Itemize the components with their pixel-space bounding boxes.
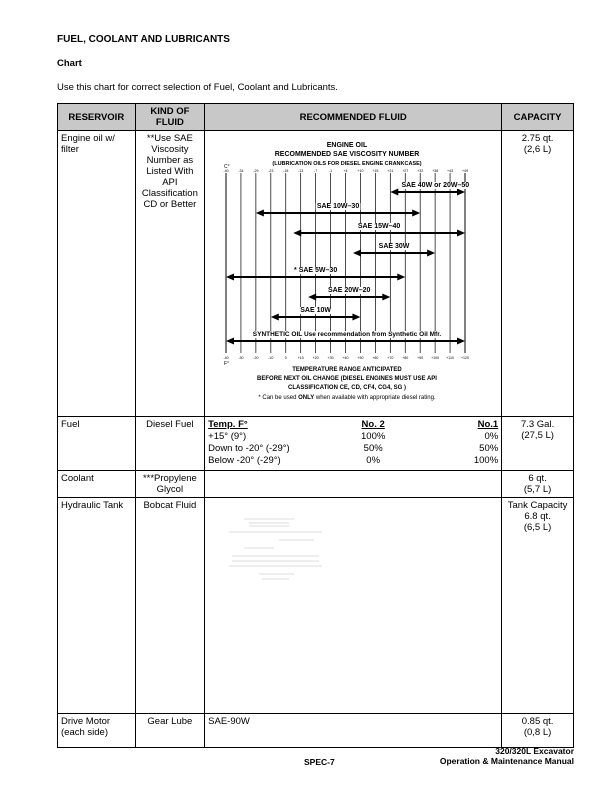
celsius-tick: +15 bbox=[372, 169, 379, 173]
chart-caption: BEFORE NEXT OIL CHANGE (DIESEL ENGINES MUST USE API bbox=[257, 376, 438, 382]
fluid-table bbox=[57, 103, 574, 748]
range-label: SAE 40W or 20W–50 bbox=[401, 182, 470, 189]
table-row bbox=[58, 471, 574, 498]
fahrenheit-tick: +90 bbox=[417, 356, 424, 360]
chart-caption: CLASSIFICATION CE, CD, CF4, CG4, SG ) bbox=[288, 385, 407, 391]
arrow-head-right bbox=[457, 230, 465, 237]
fuel-temp: +15° (9°) bbox=[208, 431, 247, 442]
fuel-no1: 100% bbox=[473, 455, 499, 466]
celsius-tick: -7 bbox=[314, 169, 318, 173]
page-number: SPEC-7 bbox=[304, 757, 335, 767]
capacity-metric: (5,7 L) bbox=[523, 484, 552, 495]
range-label: SYNTHETIC OIL Use recommendation from Synthetic Oil Mfr. bbox=[252, 331, 442, 338]
celsius-tick: +49 bbox=[462, 169, 469, 173]
kind-cell: Bobcat Fluid bbox=[135, 498, 205, 714]
footer-manual: Operation & Maintenance Manual bbox=[439, 756, 574, 766]
fuel-no2: 0% bbox=[366, 455, 381, 466]
fahrenheit-tick: +60 bbox=[372, 356, 379, 360]
celsius-label: C° bbox=[224, 164, 230, 170]
range-label: SAE 15W–40 bbox=[358, 223, 401, 230]
celsius-tick: -13 bbox=[298, 169, 304, 173]
celsius-tick: +43 bbox=[447, 169, 454, 173]
fahrenheit-tick: -30 bbox=[238, 356, 244, 360]
kind-cell: Diesel Fuel bbox=[135, 417, 205, 471]
hydraulic-viscosity-chart-thumbnail bbox=[224, 516, 334, 586]
kind-cell: Gear Lube bbox=[135, 714, 205, 748]
viscosity-chart-cell bbox=[205, 131, 502, 417]
fahrenheit-tick: +50 bbox=[357, 356, 364, 360]
kind-cell: ***Propylene Glycol bbox=[135, 471, 205, 498]
fahrenheit-tick: -20 bbox=[253, 356, 259, 360]
kind-cell: **Use SAE Viscosity Number as Listed With API Classification CD or Better bbox=[135, 131, 205, 417]
arrow-head-right bbox=[457, 338, 465, 345]
celsius-tick: +27 bbox=[402, 169, 409, 173]
celsius-tick: -40 bbox=[223, 169, 229, 173]
capacity-value: 2.75 qt. bbox=[521, 133, 554, 144]
footer-title bbox=[440, 746, 574, 766]
fuel-head-no2: No. 2 bbox=[361, 419, 385, 430]
celsius-tick: +4 bbox=[343, 169, 348, 173]
fahrenheit-tick: +40 bbox=[342, 356, 349, 360]
fahrenheit-tick: +30 bbox=[327, 356, 334, 360]
arrow-head-left bbox=[226, 274, 234, 281]
chart-title: ENGINE OIL bbox=[326, 142, 368, 149]
reservoir-cell: Drive Motor (each side) bbox=[58, 714, 136, 748]
capacity-cell bbox=[502, 498, 574, 714]
fahrenheit-tick: +70 bbox=[387, 356, 394, 360]
fahrenheit-tick: -10 bbox=[268, 356, 274, 360]
hydraulic-chart-cell bbox=[205, 498, 502, 714]
arrow-head-left bbox=[293, 230, 301, 237]
celsius-tick: -23 bbox=[268, 169, 274, 173]
capacity-metric: (2,6 L) bbox=[523, 144, 552, 155]
chart-footnote bbox=[259, 395, 437, 401]
chart-note: (LUBRICATION OILS FOR DIESEL ENGINE CRANKCASE) bbox=[272, 161, 422, 167]
fuel-temp: Below -20° (-29°) bbox=[208, 455, 281, 466]
celsius-tick: -34 bbox=[238, 169, 244, 173]
capacity-metric: (6,5 L) bbox=[523, 522, 552, 533]
arrow-head-left bbox=[226, 338, 234, 345]
fahrenheit-tick: +80 bbox=[402, 356, 409, 360]
fahrenheit-tick: 0 bbox=[284, 356, 287, 360]
footnote-part: ONLY bbox=[298, 395, 315, 401]
capacity-cell bbox=[502, 714, 574, 748]
range-label: * SAE 5W–30 bbox=[294, 267, 338, 274]
fahrenheit-tick: +100 bbox=[431, 356, 440, 360]
range-label: SAE 10W bbox=[300, 307, 332, 314]
fahrenheit-tick: +120 bbox=[461, 356, 470, 360]
capacity-value: 6.8 qt. bbox=[524, 511, 551, 522]
fuel-mix-cell bbox=[205, 417, 502, 471]
arrow-head-right bbox=[382, 294, 390, 301]
celsius-tick: -29 bbox=[253, 169, 259, 173]
subtitle: Chart bbox=[57, 58, 82, 69]
footnote-part: when available with appropriate diesel rating. bbox=[314, 395, 436, 401]
celsius-tick: +10 bbox=[357, 169, 364, 173]
fuel-no2: 100% bbox=[361, 431, 386, 442]
capacity-metric: (0,8 L) bbox=[523, 727, 552, 738]
section-title: FUEL, COOLANT AND LUBRICANTS bbox=[57, 34, 230, 45]
celsius-tick: +32 bbox=[417, 169, 424, 173]
arrow-head-left bbox=[256, 210, 264, 217]
table-row bbox=[58, 131, 574, 417]
celsius-tick: +21 bbox=[387, 169, 394, 173]
chart-caption: TEMPERATURE RANGE ANTICIPATED bbox=[292, 367, 402, 373]
fahrenheit-tick: +110 bbox=[446, 356, 455, 360]
fuel-no1: 50% bbox=[479, 443, 499, 454]
arrow-head-right bbox=[412, 210, 420, 217]
arrow-head-left bbox=[390, 189, 398, 196]
reservoir-cell: Coolant bbox=[58, 471, 136, 498]
fahrenheit-tick: +20 bbox=[312, 356, 319, 360]
fahrenheit-tick: +10 bbox=[297, 356, 304, 360]
capacity-value: 6 qt. bbox=[528, 473, 547, 484]
fahrenheit-label: F° bbox=[224, 361, 230, 367]
header-reservoir: RESERVOIR bbox=[58, 104, 136, 131]
header-capacity: CAPACITY bbox=[502, 104, 574, 131]
fuel-no1: 0% bbox=[484, 431, 499, 442]
celsius-tick: -1 bbox=[329, 169, 333, 173]
reservoir-cell: Fuel bbox=[58, 417, 136, 471]
celsius-tick: -18 bbox=[283, 169, 289, 173]
arrow-head-right bbox=[397, 274, 405, 281]
capacity-label: Tank Capacity bbox=[507, 500, 568, 511]
fuel-head-no1: No.1 bbox=[477, 419, 499, 430]
capacity-cell bbox=[502, 417, 574, 471]
intro-text: Use this chart for correct selection of Fuel, Coolant and Lubricants. bbox=[57, 82, 338, 93]
arrow-head-right bbox=[457, 189, 465, 196]
capacity-value: 7.3 Gal. bbox=[520, 419, 555, 430]
footnote-part: * Can be used bbox=[258, 395, 299, 401]
fuel-temp: Down to -20° (-29°) bbox=[208, 443, 290, 454]
table-row bbox=[58, 417, 574, 471]
reservoir-cell: Hydraulic Tank bbox=[58, 498, 136, 714]
table-row bbox=[58, 714, 574, 748]
reservoir-cell: Engine oil w/ filter bbox=[58, 131, 136, 417]
table-row bbox=[58, 498, 574, 714]
header-recommended: RECOMMENDED FLUID bbox=[205, 104, 502, 131]
celsius-tick: +38 bbox=[432, 169, 439, 173]
fluid-cell: SAE-90W bbox=[205, 714, 502, 748]
capacity-metric: (27,5 L) bbox=[521, 430, 554, 441]
range-label: SAE 20W–20 bbox=[328, 287, 371, 294]
table-header bbox=[58, 104, 574, 131]
capacity-cell bbox=[502, 131, 574, 417]
empty-cell bbox=[205, 471, 502, 498]
header-kind: KIND OF FLUID bbox=[135, 104, 205, 131]
capacity-value: 0.85 qt. bbox=[521, 716, 554, 727]
fuel-head-temp: Temp. F° bbox=[208, 419, 248, 430]
arrow-head-left bbox=[271, 314, 279, 321]
arrow-head-left bbox=[308, 294, 316, 301]
capacity-cell bbox=[502, 471, 574, 498]
range-label: SAE 10W–30 bbox=[316, 203, 360, 210]
footer-model: 320/320L Excavator bbox=[495, 746, 574, 756]
range-label: SAE 30W bbox=[378, 243, 410, 250]
viscosity-chart bbox=[205, 131, 489, 413]
fahrenheit-tick: -40 bbox=[223, 356, 229, 360]
arrow-head-right bbox=[427, 250, 435, 257]
arrow-head-right bbox=[353, 314, 361, 321]
fuel-mix-table bbox=[208, 419, 498, 467]
chart-subtitle: RECOMMENDED SAE VISCOSITY NUMBER bbox=[274, 151, 420, 158]
fuel-no2: 50% bbox=[363, 443, 383, 454]
arrow-head-left bbox=[353, 250, 361, 257]
